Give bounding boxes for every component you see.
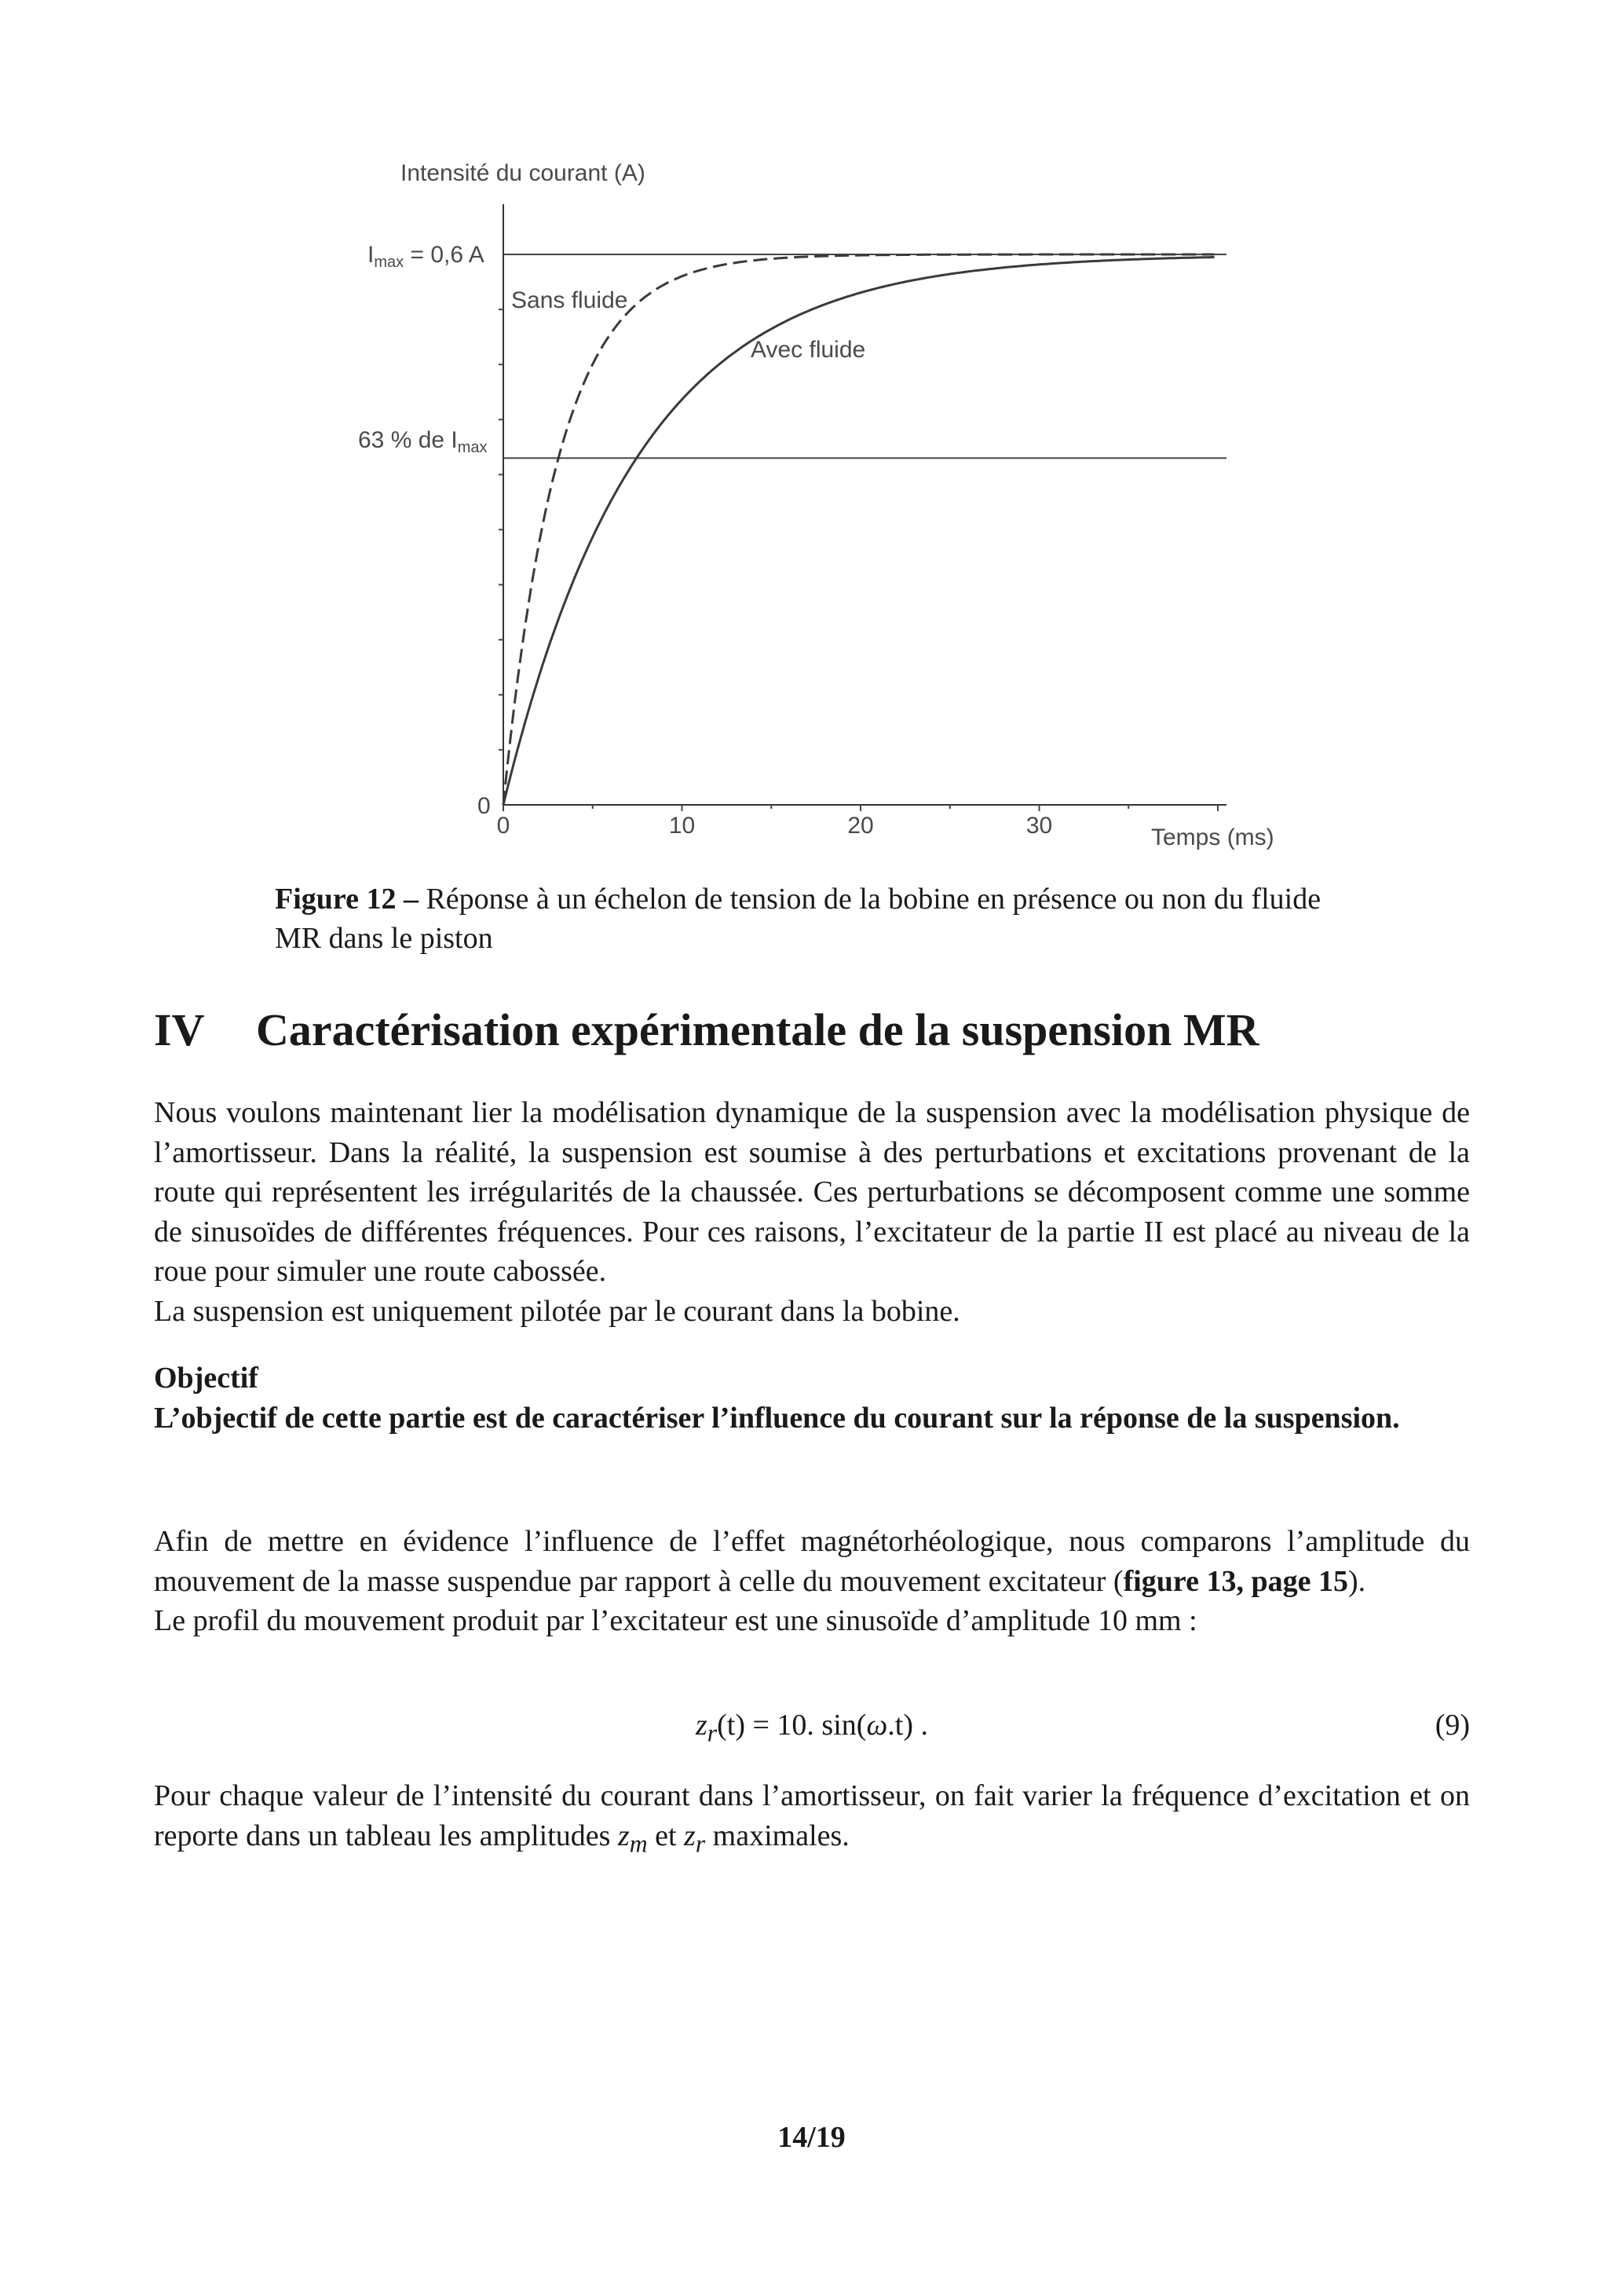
body-text-a: Afin de mettre en évidence l’influence de l’effet magnétorhéologique, nous comparons l’amplitude du mouvement de la masse suspendue par rapport à celle du mouvement excitateur ( [154,1525,1470,1598]
x-tick-label: 20 [847,813,874,839]
section-heading [154,1004,1259,1056]
page-number: 14/19 [777,2121,846,2154]
x-tick-label: 10 [668,813,696,839]
objective-block [154,1358,1470,1438]
section-number: IV [154,1004,205,1055]
figure-13-reference: figure 13, page 15 [1123,1564,1348,1598]
objective-heading: Objectif [154,1362,258,1395]
y-axis-label: Intensité du courant (A) [400,160,645,186]
profile-text: Le profil du mouvement produit par l’excitateur est une sinusoïde d’amplitude 10 mm : [154,1604,1197,1637]
series-label-avec-fluide: Avec fluide [751,337,866,363]
body-paragraph [154,1522,1470,1641]
imax-label: $I_{max} = 0,6$ A [367,242,484,271]
series-label-sans-fluide: Sans fluide [511,287,628,313]
intro-text-1: Nous voulons maintenant lier la modélisation dynamique de la suspension avec la modélisation physique de l’amortisseur. Dans la réalité, la suspension est soumise à des perturbations et excitations provenant de la route qui représentent les irrégularités de la chaussée. Ces perturbations se décomposent comme une somme de sinusoïdes de différentes fréquences. Pour ces raisons, l’excitateur de la partie II est placé au niveau de la roue pour simuler une route cabossée. [154,1096,1470,1288]
equation-body: $z_r(t) = 10$. sin(ω.t) . [696,1709,928,1747]
figure-caption [275,879,1374,958]
section-title: Caractérisation expérimentale de la suspension MR [256,1004,1259,1055]
x-tick-label: 30 [1025,813,1053,839]
y-origin-label: 0 [477,793,491,819]
figure-caption-text: Réponse à un échelon de tension de la bobine en présence ou non du fluide MR dans le piston [275,883,1321,955]
step-response-chart [0,0,1623,864]
final-paragraph: Pour chaque valeur de l’intensité du courant dans l’amortisseur, on fait varier la fréquence d’excitation et on reporte dans un tableau les amplitudes $z_m$ et $z_r$ maximales. [154,1779,1470,1858]
ref63-label: 63 % de $I_{max}$ [358,427,488,456]
x-axis-label: Temps (ms) [1151,824,1274,850]
intro-paragraph [154,1093,1470,1331]
intro-text-2: La suspension est uniquement pilotée par le courant dans la bobine. [154,1294,960,1328]
x-tick-label: 0 [496,813,510,839]
objective-text: L’objectif de cette partie est de caractériser l’influence du courant sur la réponse de la suspension. [154,1401,1400,1435]
figure-label: Figure 12 – [275,883,419,916]
body-text-b: ). [1347,1564,1366,1598]
equation-number: (9) [1435,1709,1470,1742]
